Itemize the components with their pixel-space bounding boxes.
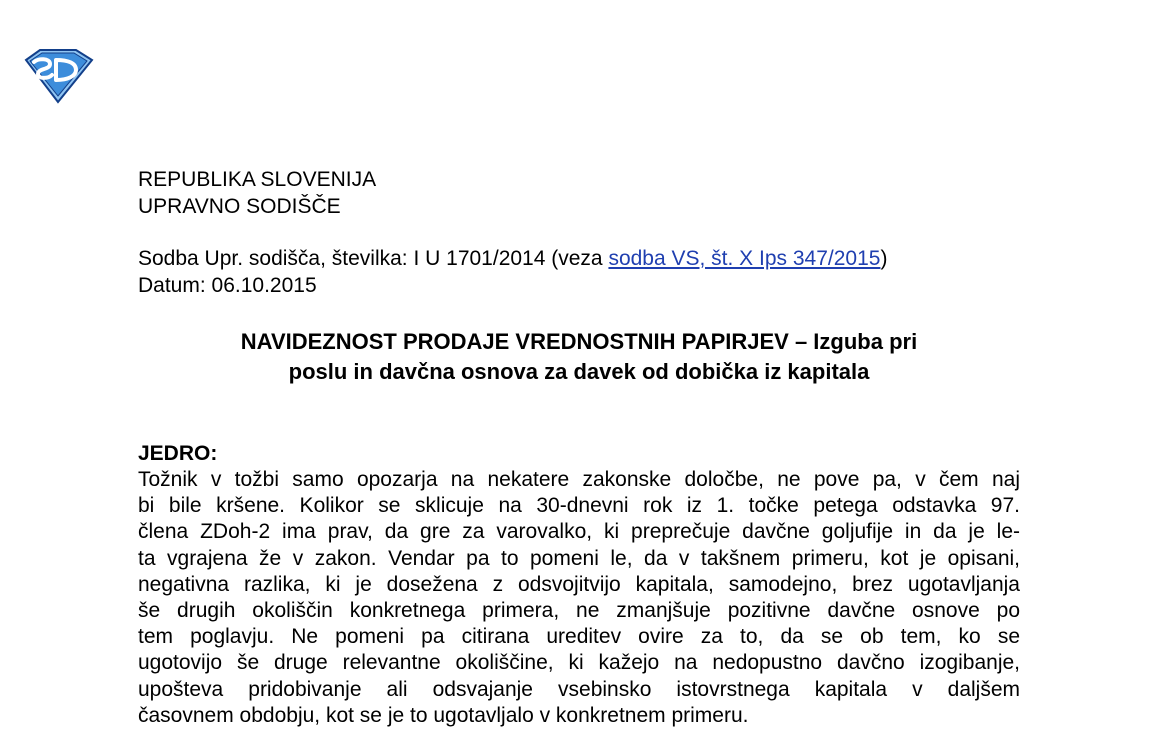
- paragraph-line: bi bile kršene. Kolikor se sklicuje na 30-dnevni rok iz 1. točke petega odstavka 97.: [138, 494, 1020, 518]
- court-name: UPRAVNO SODIŠČE: [138, 195, 341, 218]
- court-shield-logo-icon: [20, 46, 96, 104]
- paragraph-line: negativna razlika, ki je dosežena z odsvojitvijo kapitala, samodejno, brez ugotavljanja: [138, 572, 1020, 596]
- jedro-heading: JEDRO:: [138, 442, 218, 465]
- title-line-2: poslu in davčna osnova za davek od dobička iz kapitala: [288, 359, 870, 384]
- paragraph-line: ugotovijo še druge relevantne okoliščine, ki kažejo na nedopustno davčno izogibanje,: [138, 651, 1020, 675]
- document-title: [138, 327, 1020, 387]
- case-number-line: [138, 245, 887, 272]
- paragraph-line: Tožnik v tožbi samo opozarja na nekatere zakonske določbe, ne pove pa, v čem naj: [138, 468, 1020, 491]
- related-judgment-link[interactable]: sodba VS, št. X Ips 347/2015: [608, 247, 881, 270]
- jedro-paragraph: [138, 467, 1020, 729]
- judgment-reference: [138, 245, 887, 299]
- court-header: [138, 166, 376, 220]
- case-number-prefix: Sodba Upr. sodišča, številka: I U 1701/2014 (veza: [138, 247, 609, 270]
- paragraph-line: tem poglavju. Ne pomeni pa citirana ureditev ovire za to, da se ob tem, ko se: [138, 625, 1020, 649]
- paragraph-line: upošteva pridobivanje ali odsvajanje vsebinsko istovrstnega kapitala v daljšem: [138, 677, 1020, 701]
- title-line-1: NAVIDEZNOST PRODAJE VREDNOSTNIH PAPIRJEV – Izguba pri: [240, 329, 918, 354]
- judgment-date: Datum: 06.10.2015: [138, 274, 317, 297]
- paragraph-line: časovnem obdobju, kot se je to ugotavljalo v konkretnem primeru.: [138, 703, 749, 727]
- case-number-suffix: ): [880, 247, 888, 270]
- paragraph-line: še drugih okoliščin konkretnega primera, ne zmanjšuje pozitivne davčne osnove po: [138, 599, 1020, 623]
- paragraph-line: člena ZDoh-2 ima prav, da gre za varovalko, ki preprečuje davčne goljufije in da je le-: [138, 520, 1020, 544]
- paragraph-line: ta vgrajena že v zakon. Vendar pa to pomeni le, da v takšnem primeru, kot je opisani,: [138, 546, 1020, 570]
- republic-name: REPUBLIKA SLOVENIJA: [138, 168, 377, 191]
